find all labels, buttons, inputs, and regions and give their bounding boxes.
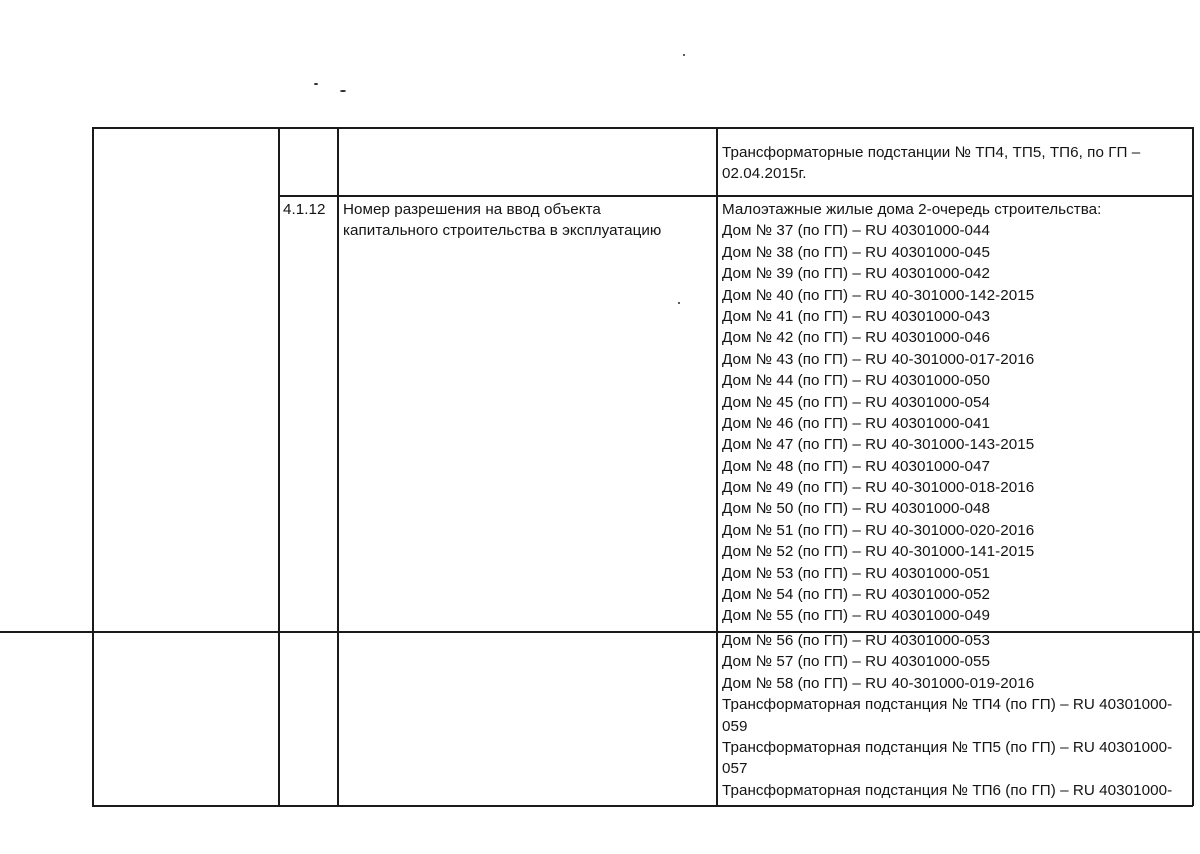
- text-line: Дом № 52 (по ГП) – RU 40-301000-141-2015: [722, 543, 1035, 561]
- text-line: Малоэтажные жилые дома 2-очередь строительства:: [722, 201, 1102, 218]
- text-line: Дом № 40 (по ГП) – RU 40-301000-142-2015: [722, 286, 1035, 304]
- column-divider-1: [278, 127, 280, 806]
- row-divider: [278, 195, 1193, 197]
- text-line: Дом № 38 (по ГП) – RU 40301000-045: [722, 243, 991, 261]
- text-line: Дом № 54 (по ГП) – RU 40301000-052: [722, 586, 991, 604]
- value-cell-row-2: [722, 199, 1101, 627]
- text-line: Номер разрешения на ввод объекта: [343, 201, 601, 218]
- scan-speck: [314, 83, 318, 85]
- text-line: Дом № 55 (по ГП) – RU 40301000-049: [722, 607, 991, 625]
- text-line: капитального строительства в эксплуатацию: [343, 222, 662, 240]
- text-line: Дом № 48 (по ГП) – RU 40301000-047: [722, 457, 991, 475]
- text-line: Дом № 58 (по ГП) – RU 40-301000-019-2016: [722, 674, 1035, 692]
- text-line: Дом № 37 (по ГП) – RU 40301000-044: [722, 222, 991, 240]
- text-line: Дом № 49 (по ГП) – RU 40-301000-018-2016: [722, 479, 1035, 497]
- text-line: Дом № 56 (по ГП) – RU 40301000-053: [722, 632, 991, 649]
- text-line: 057: [722, 760, 748, 778]
- text-line: Трансформаторные подстанции № ТП4, ТП5, ТП6, по ГП –: [722, 144, 1141, 161]
- scan-speck: [340, 90, 346, 92]
- scan-speck: [678, 302, 680, 304]
- table-border-top: [92, 127, 1193, 129]
- table-border-left: [92, 127, 94, 806]
- text-line: Дом № 43 (по ГП) – RU 40-301000-017-2016: [722, 350, 1035, 368]
- item-name-cell: [343, 199, 661, 242]
- text-line: Дом № 53 (по ГП) – RU 40301000-051: [722, 564, 991, 582]
- text-line: Дом № 44 (по ГП) – RU 40301000-050: [722, 372, 991, 390]
- text-line: Дом № 41 (по ГП) – RU 40301000-043: [722, 307, 991, 325]
- text-line: Трансформаторная подстанция № ТП4 (по ГП) – RU 40301000-: [722, 696, 1173, 714]
- scan-speck: [683, 54, 685, 56]
- column-divider-3: [716, 127, 718, 806]
- text-line: 02.04.2015г.: [722, 165, 807, 183]
- text-line: Дом № 47 (по ГП) – RU 40-301000-143-2015: [722, 436, 1035, 454]
- table-border-bottom: [92, 805, 1193, 807]
- text-line: Дом № 50 (по ГП) – RU 40301000-048: [722, 500, 991, 518]
- text-line: Дом № 57 (по ГП) – RU 40301000-055: [722, 653, 991, 671]
- text-line: 059: [722, 717, 748, 735]
- text-line: Дом № 42 (по ГП) – RU 40301000-046: [722, 329, 991, 347]
- item-number-cell: [283, 199, 326, 220]
- text-line: Дом № 39 (по ГП) – RU 40301000-042: [722, 265, 991, 283]
- table-border-right: [1192, 127, 1194, 806]
- column-divider-2: [337, 127, 339, 806]
- text-line: Дом № 46 (по ГП) – RU 40301000-041: [722, 414, 991, 432]
- value-cell-row-1: [722, 142, 1140, 185]
- text-line: Трансформаторная подстанция № ТП5 (по ГП) – RU 40301000-: [722, 738, 1173, 756]
- item-number: 4.1.12: [283, 201, 326, 218]
- text-line: Дом № 51 (по ГП) – RU 40-301000-020-2016: [722, 521, 1035, 539]
- text-line: Дом № 45 (по ГП) – RU 40301000-054: [722, 393, 991, 411]
- text-line: Трансформаторная подстанция № ТП6 (по ГП) – RU 40301000-: [722, 781, 1173, 799]
- value-cell-row-3: [722, 630, 1172, 801]
